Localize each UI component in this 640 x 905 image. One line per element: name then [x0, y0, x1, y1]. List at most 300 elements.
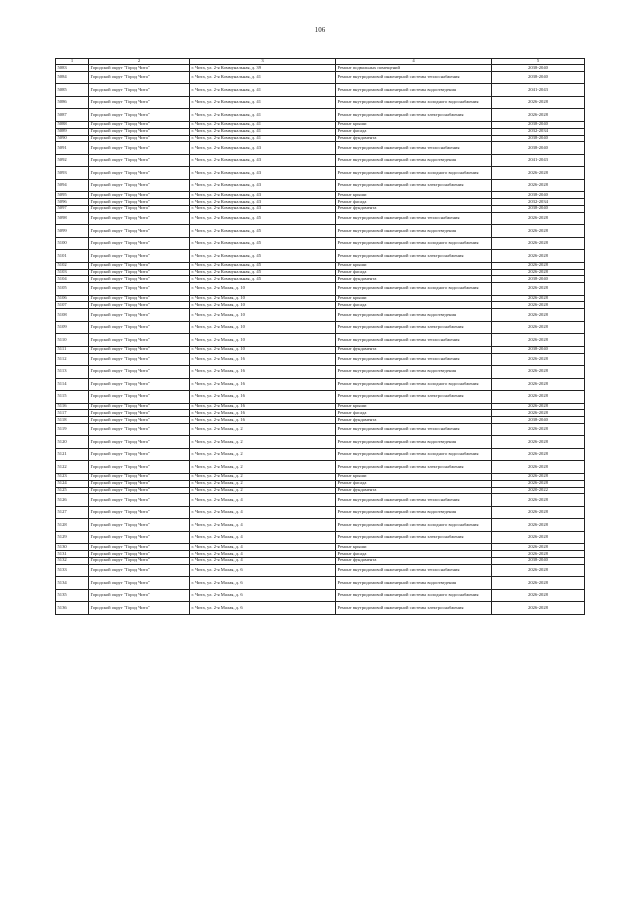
- period-cell: 2038-2040: [492, 557, 585, 564]
- address-cell: г. Чита, ул. 2-я Малая, д. 6: [190, 564, 336, 577]
- address-cell: г. Чита, ул. 2-я Малая, д. 10: [190, 302, 336, 309]
- address-cell: г. Чита, ул. 2-я Малая, д. 2: [190, 473, 336, 480]
- municipality-cell: Городской округ "Город Чита": [89, 154, 190, 167]
- municipality-cell: Городской округ "Город Чита": [89, 283, 190, 296]
- period-cell: 2026-2028: [492, 179, 585, 192]
- address-cell: г. Чита, ул. 2-я Коммунальная, д. 41: [190, 96, 336, 109]
- period-cell: 2026-2028: [492, 391, 585, 404]
- table-row: [56, 391, 585, 404]
- period-cell: 2026-2028: [492, 473, 585, 480]
- work-type-cell: Ремонт внутридомовой инженерной системы водоотведения: [336, 225, 492, 238]
- table-row: [56, 302, 585, 309]
- row-number-cell: 5103: [56, 269, 89, 276]
- address-cell: г. Чита, ул. 2-я Коммунальная, д. 43: [190, 167, 336, 180]
- address-cell: г. Чита, ул. 2-я Малая, д. 16: [190, 378, 336, 391]
- table-row: [56, 417, 585, 424]
- address-cell: г. Чита, ул. 2-я Малая, д. 4: [190, 557, 336, 564]
- municipality-cell: Городской округ "Город Чита": [89, 321, 190, 334]
- address-cell: г. Чита, ул. 2-я Коммунальная, д. 45: [190, 250, 336, 263]
- table-row: [56, 494, 585, 507]
- period-cell: 2026-2028: [492, 321, 585, 334]
- municipality-cell: Городской округ "Город Чита": [89, 494, 190, 507]
- work-type-cell: Ремонт внутридомовой инженерной системы теплоснабжения: [336, 334, 492, 347]
- work-type-cell: Ремонт фасада: [336, 128, 492, 135]
- address-cell: г. Чита, ул. 2-я Коммунальная, д. 41: [190, 128, 336, 135]
- municipality-cell: Городской округ "Город Чита": [89, 423, 190, 436]
- period-cell: 2041-2043: [492, 154, 585, 167]
- table-row: [56, 135, 585, 142]
- work-type-cell: Ремонт фундамента: [336, 205, 492, 212]
- period-cell: 2032-2034: [492, 199, 585, 206]
- municipality-cell: Городской округ "Город Чита": [89, 237, 190, 250]
- row-number-cell: 5085: [56, 84, 89, 97]
- row-number-cell: 5133: [56, 564, 89, 577]
- table-row: [56, 269, 585, 276]
- table-row: [56, 334, 585, 347]
- column-header: 5: [492, 59, 585, 65]
- period-cell: 2026-2028: [492, 531, 585, 544]
- address-cell: г. Чита, ул. 2-я Малая, д. 4: [190, 494, 336, 507]
- work-type-cell: Ремонт крыши: [336, 544, 492, 551]
- address-cell: г. Чита, ул. 2-я Малая, д. 2: [190, 461, 336, 474]
- row-number-cell: 5097: [56, 205, 89, 212]
- period-cell: 2026-2028: [492, 250, 585, 263]
- row-number-cell: 5114: [56, 378, 89, 391]
- table-row: [56, 142, 585, 155]
- address-cell: г. Чита, ул. 2-я Малая, д. 10: [190, 334, 336, 347]
- row-number-cell: 5128: [56, 519, 89, 532]
- address-cell: г. Чита, ул. 2-я Коммунальная, д. 43: [190, 192, 336, 199]
- address-cell: г. Чита, ул. 2-я Коммунальная, д. 45: [190, 262, 336, 269]
- period-cell: 2026-2028: [492, 309, 585, 322]
- address-cell: г. Чита, ул. 2-я Коммунальная, д. 39: [190, 65, 336, 72]
- period-cell: 2026-2028: [492, 212, 585, 225]
- address-cell: г. Чита, ул. 2-я Малая, д. 16: [190, 353, 336, 366]
- address-cell: г. Чита, ул. 2-я Малая, д. 16: [190, 366, 336, 379]
- column-header: 2: [89, 59, 190, 65]
- row-number-cell: 5100: [56, 237, 89, 250]
- municipality-cell: Городской округ "Город Чита": [89, 410, 190, 417]
- municipality-cell: Городской округ "Город Чита": [89, 378, 190, 391]
- row-number-cell: 5084: [56, 71, 89, 84]
- period-cell: 2026-2028: [492, 366, 585, 379]
- table-row: [56, 128, 585, 135]
- row-number-cell: 5083: [56, 65, 89, 72]
- table-row: [56, 179, 585, 192]
- period-cell: 2026-2028: [492, 436, 585, 449]
- table-row: [56, 378, 585, 391]
- municipality-cell: Городской округ "Город Чита": [89, 295, 190, 302]
- municipality-cell: Городской округ "Город Чита": [89, 506, 190, 519]
- table-row: [56, 192, 585, 199]
- work-type-cell: Ремонт внутридомовой инженерной системы водоотведения: [336, 154, 492, 167]
- period-cell: 2026-2028: [492, 167, 585, 180]
- table-row: [56, 276, 585, 283]
- period-cell: 2038-2040: [492, 71, 585, 84]
- municipality-cell: Городской округ "Город Чита": [89, 179, 190, 192]
- municipality-cell: Городской округ "Город Чита": [89, 128, 190, 135]
- table-row: [56, 589, 585, 602]
- row-number-cell: 5098: [56, 212, 89, 225]
- period-cell: 2026-2028: [492, 96, 585, 109]
- work-type-cell: Ремонт крыши: [336, 121, 492, 128]
- table-row: [56, 154, 585, 167]
- work-type-cell: Ремонт внутридомовой инженерной системы электроснабжения: [336, 391, 492, 404]
- table-row: [56, 121, 585, 128]
- address-cell: г. Чита, ул. 2-я Малая, д. 16: [190, 410, 336, 417]
- column-header: 4: [336, 59, 492, 65]
- row-number-cell: 5095: [56, 192, 89, 199]
- table-row: [56, 237, 585, 250]
- work-type-cell: Ремонт фундамента: [336, 276, 492, 283]
- address-cell: г. Чита, ул. 2-я Малая, д. 4: [190, 551, 336, 558]
- municipality-cell: Городской округ "Город Чита": [89, 212, 190, 225]
- period-cell: 2026-2028: [492, 334, 585, 347]
- row-number-cell: 5087: [56, 109, 89, 122]
- municipality-cell: Городской округ "Город Чита": [89, 366, 190, 379]
- work-type-cell: Ремонт внутридомовой инженерной системы водоотведения: [336, 577, 492, 590]
- table-row: [56, 551, 585, 558]
- table-row: [56, 557, 585, 564]
- table-row: [56, 309, 585, 322]
- period-cell: 2026-2028: [492, 403, 585, 410]
- row-number-cell: 5122: [56, 461, 89, 474]
- period-cell: 2038-2040: [492, 276, 585, 283]
- row-number-cell: 5090: [56, 135, 89, 142]
- address-cell: г. Чита, ул. 2-я Коммунальная, д. 45: [190, 225, 336, 238]
- row-number-cell: 5115: [56, 391, 89, 404]
- column-header: 3: [190, 59, 336, 65]
- address-cell: г. Чита, ул. 2-я Коммунальная, д. 43: [190, 199, 336, 206]
- row-number-cell: 5113: [56, 366, 89, 379]
- municipality-cell: Городской округ "Город Чита": [89, 346, 190, 353]
- row-number-cell: 5105: [56, 283, 89, 296]
- municipality-cell: Городской округ "Город Чита": [89, 480, 190, 487]
- address-cell: г. Чита, ул. 2-я Коммунальная, д. 41: [190, 135, 336, 142]
- municipality-cell: Городской округ "Город Чита": [89, 135, 190, 142]
- work-type-cell: Ремонт внутридомовой инженерной системы холодного водоснабжения: [336, 448, 492, 461]
- work-type-cell: Ремонт внутридомовой инженерной системы холодного водоснабжения: [336, 378, 492, 391]
- table-row: [56, 225, 585, 238]
- work-type-cell: Ремонт подвальных помещений: [336, 65, 492, 72]
- table-row: [56, 544, 585, 551]
- period-cell: 2026-2028: [492, 589, 585, 602]
- table-row: [56, 366, 585, 379]
- address-cell: г. Чита, ул. 2-я Малая, д. 16: [190, 391, 336, 404]
- work-type-cell: Ремонт внутридомовой инженерной системы теплоснабжения: [336, 71, 492, 84]
- table-row: [56, 410, 585, 417]
- address-cell: г. Чита, ул. 2-я Малая, д. 4: [190, 506, 336, 519]
- address-cell: г. Чита, ул. 2-я Коммунальная, д. 41: [190, 71, 336, 84]
- row-number-cell: 5126: [56, 494, 89, 507]
- work-type-cell: Ремонт фундамента: [336, 135, 492, 142]
- work-type-cell: Ремонт крыши: [336, 262, 492, 269]
- work-type-cell: Ремонт крыши: [336, 403, 492, 410]
- municipality-cell: Городской округ "Город Чита": [89, 302, 190, 309]
- table-row: [56, 448, 585, 461]
- municipality-cell: Городской округ "Город Чита": [89, 544, 190, 551]
- address-cell: г. Чита, ул. 2-я Коммунальная, д. 41: [190, 121, 336, 128]
- work-type-cell: Ремонт внутридомовой инженерной системы холодного водоснабжения: [336, 96, 492, 109]
- work-type-cell: Ремонт внутридомовой инженерной системы холодного водоснабжения: [336, 519, 492, 532]
- row-number-cell: 5110: [56, 334, 89, 347]
- address-cell: г. Чита, ул. 2-я Коммунальная, д. 45: [190, 269, 336, 276]
- row-number-cell: 5119: [56, 423, 89, 436]
- period-cell: 2026-2028: [492, 544, 585, 551]
- row-number-cell: 5136: [56, 602, 89, 615]
- period-cell: 2026-2028: [492, 494, 585, 507]
- work-type-cell: Ремонт внутридомовой инженерной системы электроснабжения: [336, 109, 492, 122]
- row-number-cell: 5109: [56, 321, 89, 334]
- period-cell: 2026-2028: [492, 506, 585, 519]
- work-type-cell: Ремонт внутридомовой инженерной системы теплоснабжения: [336, 494, 492, 507]
- work-type-cell: Ремонт внутридомовой инженерной системы холодного водоснабжения: [336, 167, 492, 180]
- work-type-cell: Ремонт внутридомовой инженерной системы теплоснабжения: [336, 212, 492, 225]
- municipality-cell: Городской округ "Город Чита": [89, 353, 190, 366]
- address-cell: г. Чита, ул. 2-я Малая, д. 16: [190, 403, 336, 410]
- work-type-cell: Ремонт фасада: [336, 480, 492, 487]
- municipality-cell: Городской округ "Город Чита": [89, 167, 190, 180]
- work-type-cell: Ремонт фундамента: [336, 487, 492, 494]
- work-type-cell: Ремонт внутридомовой инженерной системы водоотведения: [336, 366, 492, 379]
- municipality-cell: Городской округ "Город Чита": [89, 192, 190, 199]
- address-cell: г. Чита, ул. 2-я Малая, д. 10: [190, 309, 336, 322]
- work-type-cell: Ремонт внутридомовой инженерной системы теплоснабжения: [336, 142, 492, 155]
- work-type-cell: Ремонт внутридомовой инженерной системы холодного водоснабжения: [336, 283, 492, 296]
- address-cell: г. Чита, ул. 2-я Коммунальная, д. 45: [190, 212, 336, 225]
- municipality-cell: Городской округ "Город Чита": [89, 84, 190, 97]
- municipality-cell: Городской округ "Город Чита": [89, 269, 190, 276]
- period-cell: 2026-2028: [492, 225, 585, 238]
- period-cell: 2038-2040: [492, 65, 585, 72]
- address-cell: г. Чита, ул. 2-я Малая, д. 16: [190, 417, 336, 424]
- address-cell: г. Чита, ул. 2-я Коммунальная, д. 45: [190, 276, 336, 283]
- work-type-cell: Ремонт крыши: [336, 473, 492, 480]
- table-row: [56, 461, 585, 474]
- table-row: [56, 205, 585, 212]
- row-number-cell: 5089: [56, 128, 89, 135]
- municipality-cell: Городской округ "Город Чита": [89, 461, 190, 474]
- work-type-cell: Ремонт фасада: [336, 302, 492, 309]
- table-row: [56, 295, 585, 302]
- row-number-cell: 5112: [56, 353, 89, 366]
- row-number-cell: 5088: [56, 121, 89, 128]
- table-row: [56, 321, 585, 334]
- work-type-cell: Ремонт внутридомовой инженерной системы теплоснабжения: [336, 564, 492, 577]
- municipality-cell: Городской округ "Город Чита": [89, 109, 190, 122]
- table-row: [56, 403, 585, 410]
- table-body: [56, 65, 585, 615]
- row-number-cell: 5102: [56, 262, 89, 269]
- work-type-cell: Ремонт внутридомовой инженерной системы холодного водоснабжения: [336, 589, 492, 602]
- row-number-cell: 5091: [56, 142, 89, 155]
- row-number-cell: 5127: [56, 506, 89, 519]
- period-cell: 2041-2043: [492, 84, 585, 97]
- table-row: [56, 283, 585, 296]
- work-type-cell: Ремонт внутридомовой инженерной системы водоотведения: [336, 436, 492, 449]
- municipality-cell: Городской округ "Город Чита": [89, 71, 190, 84]
- address-cell: г. Чита, ул. 2-я Коммунальная, д. 43: [190, 154, 336, 167]
- row-number-cell: 5134: [56, 577, 89, 590]
- municipality-cell: Городской округ "Город Чита": [89, 519, 190, 532]
- address-cell: г. Чита, ул. 2-я Малая, д. 2: [190, 487, 336, 494]
- work-type-cell: Ремонт фундамента: [336, 417, 492, 424]
- municipality-cell: Городской округ "Город Чита": [89, 551, 190, 558]
- address-cell: г. Чита, ул. 2-я Малая, д. 6: [190, 589, 336, 602]
- work-type-cell: Ремонт внутридомовой инженерной системы теплоснабжения: [336, 423, 492, 436]
- table-row: [56, 71, 585, 84]
- repair-schedule-table: [55, 58, 585, 615]
- municipality-cell: Городской округ "Город Чита": [89, 96, 190, 109]
- period-cell: 2026-2028: [492, 519, 585, 532]
- address-cell: г. Чита, ул. 2-я Коммунальная, д. 41: [190, 109, 336, 122]
- page-number: 106: [314, 26, 326, 34]
- period-cell: 2038-2040: [492, 121, 585, 128]
- row-number-cell: 5092: [56, 154, 89, 167]
- address-cell: г. Чита, ул. 2-я Коммунальная, д. 41: [190, 84, 336, 97]
- work-type-cell: Ремонт внутридомовой инженерной системы электроснабжения: [336, 250, 492, 263]
- table-row: [56, 109, 585, 122]
- period-cell: 2026-2028: [492, 353, 585, 366]
- municipality-cell: Городской округ "Город Чита": [89, 531, 190, 544]
- period-cell: 2038-2040: [492, 346, 585, 353]
- period-cell: 2026-2028: [492, 262, 585, 269]
- municipality-cell: Городской округ "Город Чита": [89, 436, 190, 449]
- period-cell: 2026-2028: [492, 237, 585, 250]
- row-number-cell: 5096: [56, 199, 89, 206]
- table-row: [56, 250, 585, 263]
- municipality-cell: Городской округ "Город Чита": [89, 262, 190, 269]
- address-cell: г. Чита, ул. 2-я Малая, д. 10: [190, 346, 336, 353]
- municipality-cell: Городской округ "Город Чита": [89, 473, 190, 480]
- work-type-cell: Ремонт фасада: [336, 551, 492, 558]
- address-cell: г. Чита, ул. 2-я Малая, д. 4: [190, 519, 336, 532]
- table-row: [56, 84, 585, 97]
- address-cell: г. Чита, ул. 2-я Малая, д. 2: [190, 448, 336, 461]
- row-number-cell: 5108: [56, 309, 89, 322]
- row-number-cell: 5101: [56, 250, 89, 263]
- row-number-cell: 5106: [56, 295, 89, 302]
- municipality-cell: Городской округ "Город Чита": [89, 448, 190, 461]
- period-cell: 2026-2028: [492, 295, 585, 302]
- period-cell: 2026-2028: [492, 480, 585, 487]
- table-row: [56, 602, 585, 615]
- period-cell: 2038-2040: [492, 135, 585, 142]
- municipality-cell: Городской округ "Город Чита": [89, 589, 190, 602]
- row-number-cell: 5086: [56, 96, 89, 109]
- table-row: [56, 487, 585, 494]
- row-number-cell: 5131: [56, 551, 89, 558]
- row-number-cell: 5129: [56, 531, 89, 544]
- row-number-cell: 5121: [56, 448, 89, 461]
- table-row: [56, 262, 585, 269]
- address-cell: г. Чита, ул. 2-я Малая, д. 10: [190, 321, 336, 334]
- row-number-cell: 5124: [56, 480, 89, 487]
- work-type-cell: Ремонт внутридомовой инженерной системы электроснабжения: [336, 602, 492, 615]
- municipality-cell: Городской округ "Город Чита": [89, 602, 190, 615]
- municipality-cell: Городской округ "Город Чита": [89, 403, 190, 410]
- address-cell: г. Чита, ул. 2-я Малая, д. 2: [190, 480, 336, 487]
- work-type-cell: Ремонт фасада: [336, 199, 492, 206]
- municipality-cell: Городской округ "Город Чита": [89, 487, 190, 494]
- period-cell: 2026-2028: [492, 109, 585, 122]
- work-type-cell: Ремонт внутридомовой инженерной системы водоотведения: [336, 506, 492, 519]
- municipality-cell: Городской округ "Город Чита": [89, 250, 190, 263]
- table-row: [56, 531, 585, 544]
- table-row: [56, 96, 585, 109]
- address-cell: г. Чита, ул. 2-я Коммунальная, д. 43: [190, 205, 336, 212]
- municipality-cell: Городской округ "Город Чита": [89, 199, 190, 206]
- work-type-cell: Ремонт внутридомовой инженерной системы электроснабжения: [336, 179, 492, 192]
- municipality-cell: Городской округ "Город Чита": [89, 225, 190, 238]
- row-number-cell: 5117: [56, 410, 89, 417]
- period-cell: 2026-2028: [492, 461, 585, 474]
- municipality-cell: Городской округ "Город Чита": [89, 205, 190, 212]
- municipality-cell: Городской округ "Город Чита": [89, 142, 190, 155]
- period-cell: 2026-2028: [492, 551, 585, 558]
- period-cell: 2038-2040: [492, 142, 585, 155]
- work-type-cell: Ремонт внутридомовой инженерной системы водоотведения: [336, 309, 492, 322]
- period-cell: 2026-2028: [492, 269, 585, 276]
- work-type-cell: Ремонт фундамента: [336, 346, 492, 353]
- work-type-cell: Ремонт внутридомовой инженерной системы водоотведения: [336, 84, 492, 97]
- period-cell: 2026-2028: [492, 602, 585, 615]
- work-type-cell: Ремонт внутридомовой инженерной системы холодного водоснабжения: [336, 237, 492, 250]
- period-cell: 2038-2040: [492, 192, 585, 199]
- work-type-cell: Ремонт внутридомовой инженерной системы электроснабжения: [336, 531, 492, 544]
- period-cell: 2026-2028: [492, 423, 585, 436]
- municipality-cell: Городской округ "Город Чита": [89, 564, 190, 577]
- period-cell: 2038-2040: [492, 205, 585, 212]
- table-row: [56, 212, 585, 225]
- table-row: [56, 353, 585, 366]
- period-cell: 2026-2028: [492, 378, 585, 391]
- period-cell: 2026-2028: [492, 564, 585, 577]
- municipality-cell: Городской округ "Город Чита": [89, 577, 190, 590]
- address-cell: г. Чита, ул. 2-я Коммунальная, д. 43: [190, 179, 336, 192]
- table-row: [56, 346, 585, 353]
- row-number-cell: 5093: [56, 167, 89, 180]
- municipality-cell: Городской округ "Город Чита": [89, 121, 190, 128]
- period-cell: 2026-2028: [492, 577, 585, 590]
- row-number-cell: 5132: [56, 557, 89, 564]
- row-number-cell: 5116: [56, 403, 89, 410]
- period-cell: 2038-2040: [492, 417, 585, 424]
- municipality-cell: Городской округ "Город Чита": [89, 557, 190, 564]
- work-type-cell: Ремонт фундамента: [336, 557, 492, 564]
- address-cell: г. Чита, ул. 2-я Коммунальная, д. 45: [190, 237, 336, 250]
- row-number-cell: 5107: [56, 302, 89, 309]
- address-cell: г. Чита, ул. 2-я Малая, д. 4: [190, 544, 336, 551]
- row-number-cell: 5125: [56, 487, 89, 494]
- row-number-cell: 5123: [56, 473, 89, 480]
- table-row: [56, 199, 585, 206]
- row-number-cell: 5099: [56, 225, 89, 238]
- column-header: 1: [56, 59, 89, 65]
- address-cell: г. Чита, ул. 2-я Малая, д. 6: [190, 602, 336, 615]
- period-cell: 2026-2028: [492, 448, 585, 461]
- table-row: [56, 564, 585, 577]
- work-type-cell: Ремонт внутридомовой инженерной системы теплоснабжения: [336, 353, 492, 366]
- period-cell: 2026-2028: [492, 302, 585, 309]
- work-type-cell: Ремонт крыши: [336, 295, 492, 302]
- address-cell: г. Чита, ул. 2-я Коммунальная, д. 43: [190, 142, 336, 155]
- municipality-cell: Городской округ "Город Чита": [89, 417, 190, 424]
- period-cell: 2026-2028: [492, 283, 585, 296]
- municipality-cell: Городской округ "Город Чита": [89, 391, 190, 404]
- municipality-cell: Городской округ "Город Чита": [89, 65, 190, 72]
- address-cell: г. Чита, ул. 2-я Малая, д. 4: [190, 531, 336, 544]
